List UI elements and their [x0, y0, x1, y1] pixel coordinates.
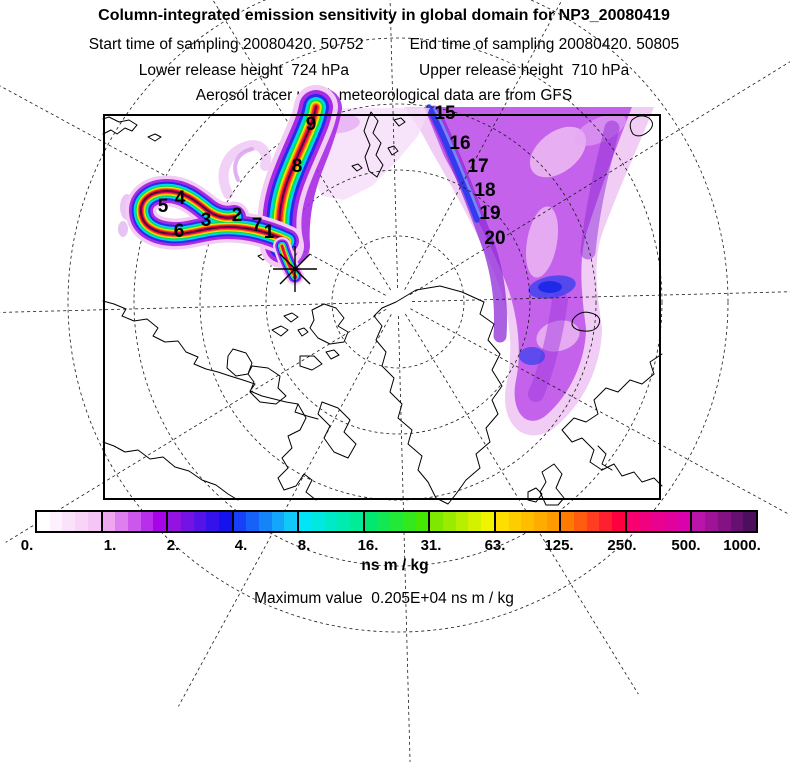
- plume-right-band: [404, 107, 654, 435]
- trajectory-day-label: 18: [474, 180, 496, 201]
- trajectory-day-label: 8: [291, 156, 303, 177]
- figure-title: Column-integrated emission sensitivity in global domain for NP3_20080419: [98, 7, 670, 24]
- upper-release-text: Upper release height 710 hPa: [419, 62, 630, 79]
- trajectory-day-label: 5: [157, 196, 169, 217]
- trajectory-day-label: 2: [231, 205, 243, 226]
- colorbar-tick: 0.: [20, 537, 34, 554]
- colorbar-tick: 125.: [544, 537, 574, 554]
- colorbar-tick: 1.: [103, 537, 117, 554]
- map-svg: [103, 103, 661, 500]
- trajectory-day-label: 17: [467, 156, 489, 177]
- trajectory-day-label: 20: [484, 228, 506, 249]
- colorbar-tick: 31.: [420, 537, 442, 554]
- colorbar: [35, 510, 758, 533]
- start-time-text: Start time of sampling 20080420. 50752: [88, 36, 364, 53]
- max-value-label: Maximum value 0.205E+04 ns m / kg: [254, 590, 514, 607]
- colorbar-tick: 250.: [607, 537, 637, 554]
- colorbar-tick: 1000.: [723, 537, 761, 554]
- tracer-info-text: Aerosol tracer used, meteorological data are from GFS: [195, 87, 573, 104]
- release-heights-row: [0, 62, 768, 80]
- trajectory-day-label: 7: [251, 215, 263, 236]
- colorbar-tick-labels: [0, 537, 768, 557]
- colorbar-tick: 500.: [671, 537, 701, 554]
- lower-release-text: Lower release height 724 hPa: [138, 62, 349, 79]
- colorbar-tick: 16.: [357, 537, 379, 554]
- colorbar-tick: 63.: [484, 537, 506, 554]
- trajectory-day-label: 3: [200, 210, 212, 231]
- colorbar-tick: 2.: [166, 537, 180, 554]
- trajectory-day-label: 4: [174, 188, 186, 209]
- sampling-times-row: [0, 36, 768, 54]
- colorbar-tick: 4.: [234, 537, 248, 554]
- trajectory-day-label: 15: [434, 103, 456, 124]
- trajectory-day-label: 6: [173, 221, 185, 242]
- map-plot: [103, 103, 661, 500]
- end-time-text: End time of sampling 20080420. 50805: [409, 36, 680, 53]
- trajectory-day-label: 9: [305, 114, 317, 135]
- colorbar-tick: 8.: [297, 537, 311, 554]
- trajectory-day-label: 1: [263, 222, 275, 243]
- trajectory-day-label: 19: [479, 203, 501, 224]
- trajectory-day-label: 16: [449, 133, 471, 154]
- colorbar-unit-label: ns m / kg: [361, 557, 429, 574]
